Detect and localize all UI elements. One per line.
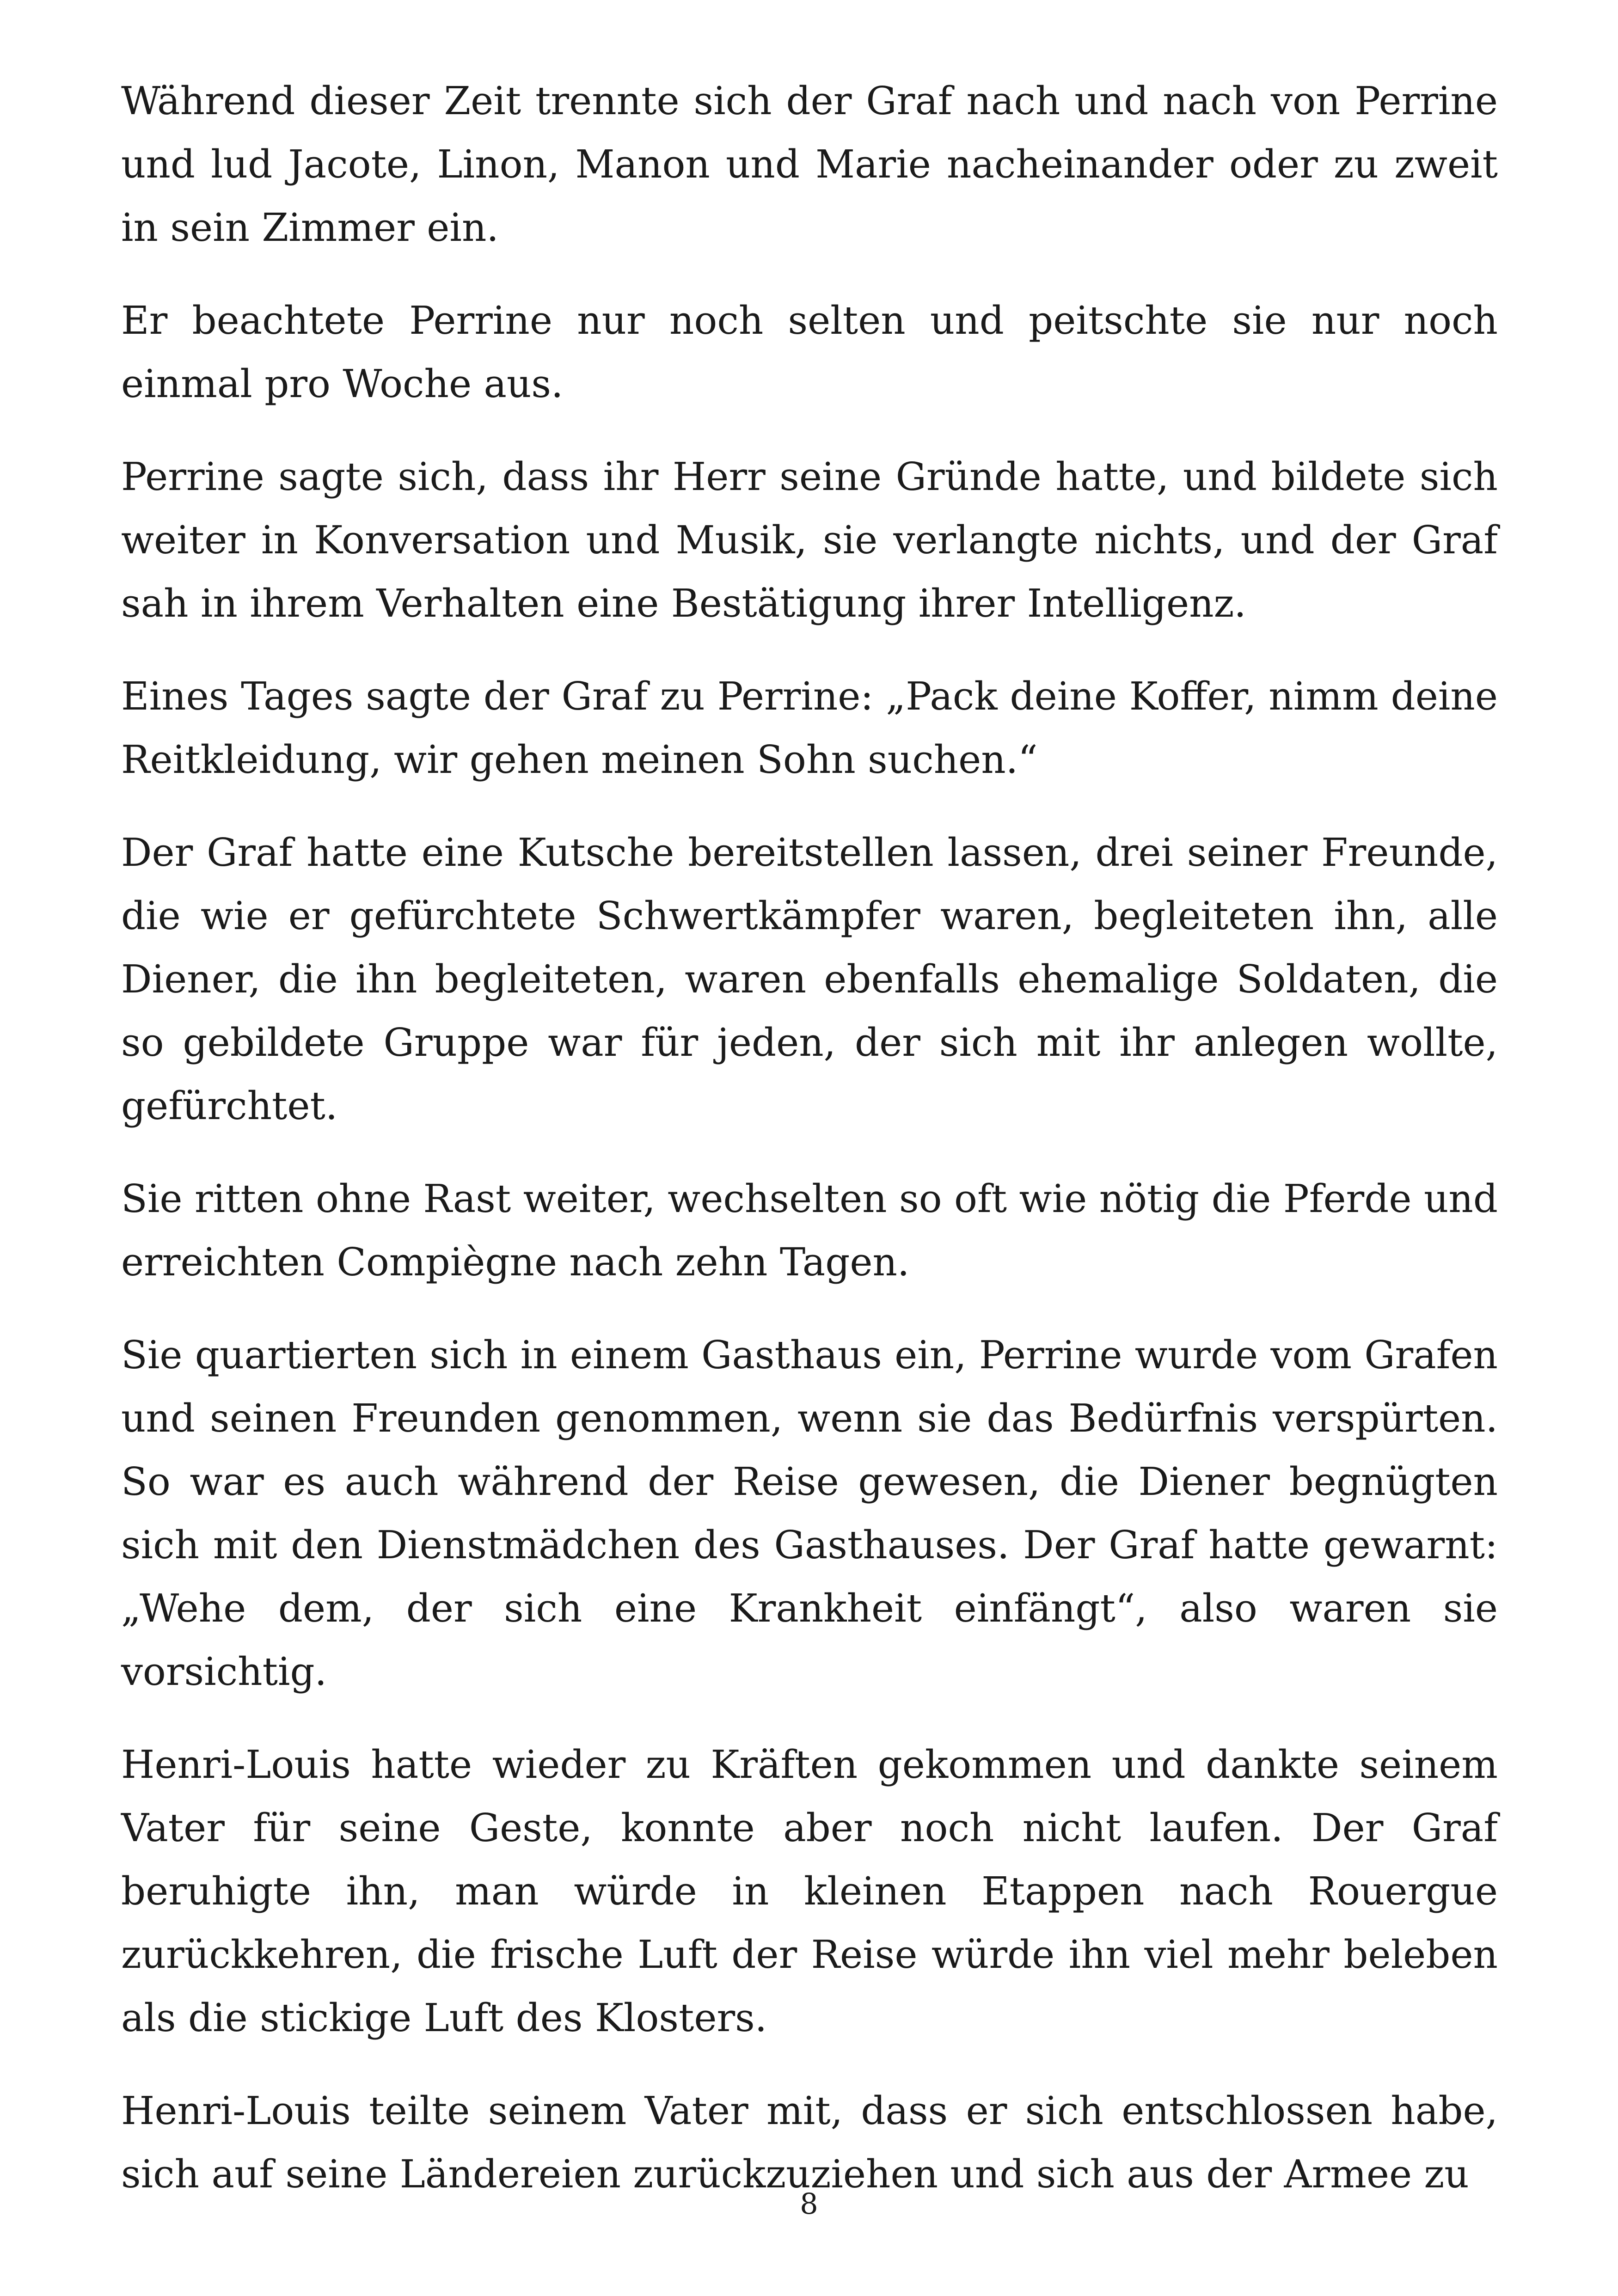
page-number: 8 (800, 2187, 818, 2221)
paragraph-7: Sie quartierten sich in einem Gasthaus ein, Perrine wurde vom Grafen und seinen Freunden genommen, wenn sie das Bedürfnis verspürten. So war es auch während der Reise gewesen, die Diener begnügten sich mit den Dienstmädchen des Gasthauses. Der Graf hatte gewarnt: „Wehe dem, der sich eine Krankheit einfängt“, also waren sie vorsichtig. (121, 1333, 1498, 1694)
paragraph-5: Der Graf hatte eine Kutsche bereitstellen lassen, drei seiner Freunde, die wie er gefürchtete Schwertkämpfer waren, begleiteten ihn, alle Diener, die ihn begleiteten, waren ebenfalls ehemalige Soldaten, die so gebildete Gruppe war für jeden, der sich mit ihr anlegen wollte, gefürchtet. (121, 830, 1498, 1128)
paragraph-8: Henri-Louis hatte wieder zu Kräften gekommen und dankte seinem Vater für seine Geste, konnte aber noch nicht laufen. Der Graf beruhigte ihn, man würde in kleinen Etappen nach Rouergue zurückkehren, die frische Luft der Reise würde ihn viel mehr beleben als die stickige Luft des Klosters. (121, 1742, 1498, 2040)
paragraph-4: Eines Tages sagte der Graf zu Perrine: „Pack deine Koffer, nimm deine Reitkleidung, wir gehen meinen Sohn suchen.“ (121, 674, 1498, 782)
paragraph-9: Henri-Louis teilte seinem Vater mit, dass er sich entschlossen habe, sich auf seine Ländereien zurückzuziehen und sich aus der Armee zu (121, 2088, 1498, 2197)
body-text (121, 69, 1498, 2206)
paragraph-6: Sie ritten ohne Rast weiter, wechselten so oft wie nötig die Pferde und erreichten Compiègne nach zehn Tagen. (121, 1176, 1498, 1285)
paragraph-2: Er beachtete Perrine nur noch selten und peitschte sie nur noch einmal pro Woche aus. (121, 298, 1498, 406)
paragraph-3: Perrine sagte sich, dass ihr Herr seine Gründe hatte, und bildete sich weiter in Konversation und Musik, sie verlangte nichts, und der Graf sah in ihrem Verhalten eine Bestätigung ihrer Intelligenz. (121, 454, 1498, 626)
paragraph-1: Während dieser Zeit trennte sich der Graf nach und nach von Perrine und lud Jacote, Linon, Manon und Marie nacheinander oder zu zweit in sein Zimmer ein. (121, 79, 1498, 250)
